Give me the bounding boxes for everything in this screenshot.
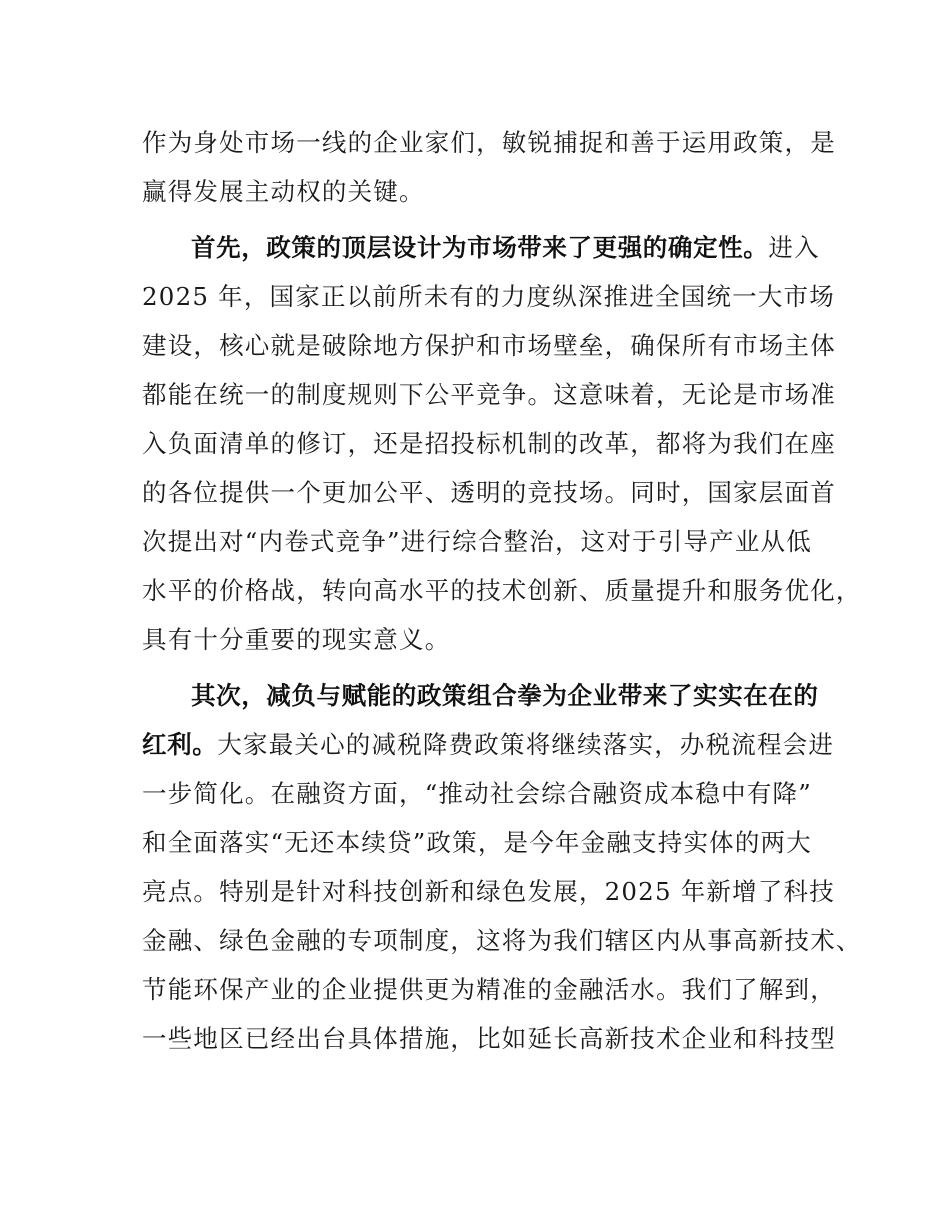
- line-text: 水平的价格战，转向高水平的技术创新、质量提升和服务优化，: [142, 576, 862, 605]
- text-line: [142, 321, 836, 370]
- line-text: 具有十分重要的现实意义。: [142, 625, 451, 654]
- line-text: 和全面落实“无还本续贷”政策，是今年金融支持实体的两大: [142, 828, 812, 857]
- bold-heading-text: 其次，减负与赋能的政策组合拳为企业带来了实实在在的: [191, 681, 819, 710]
- line-text: 一步简化。在融资方面，“推动社会综合融资成本稳中有降”: [142, 779, 812, 808]
- document-body: [142, 118, 862, 1063]
- line-text: 作为身处市场一线的企业家们，敏锐捕捉和善于运用政策，是: [142, 128, 836, 157]
- line-text: 节能环保产业的企业提供更为精准的金融活水。我们了解到，: [142, 975, 836, 1004]
- text-line: [142, 517, 832, 566]
- text-line: [142, 965, 836, 1014]
- paragraph-first-point: [142, 223, 862, 664]
- paragraph-second-point: [142, 671, 862, 1063]
- line-text: 2025 年，国家正以前所未有的力度纵深推进全国统一大市场: [142, 282, 835, 311]
- line-text: 金融、绿色金融的专项制度，这将为我们辖区内从事高新技术、: [142, 926, 862, 955]
- text-line: [142, 818, 832, 867]
- line-text: 大家最关心的减税降费政策将继续落实，办税流程会进: [217, 730, 835, 759]
- text-line: [142, 1014, 836, 1063]
- text-line: [142, 916, 862, 965]
- line-text: 一些地区已经出台具体措施，比如延长高新技术企业和科技型: [142, 1024, 836, 1053]
- text-line: [142, 468, 836, 517]
- text-line: [142, 867, 835, 916]
- text-line: [142, 167, 832, 216]
- line-text: 次提出对“内卷式竞争”进行综合整治，这对于引导产业从低: [142, 527, 812, 556]
- line-text: 进入: [768, 233, 820, 262]
- text-line: [142, 769, 832, 818]
- line-text: 建设，核心就是破除地方保护和市场壁垒，确保所有市场主体: [142, 331, 836, 360]
- text-line: [142, 118, 836, 167]
- text-line: [142, 419, 836, 468]
- line-text: 都能在统一的制度规则下公平竞争。这意味着，无论是市场准: [142, 380, 836, 409]
- text-line: [142, 223, 832, 272]
- text-line: [142, 370, 836, 419]
- text-line: [142, 671, 832, 720]
- text-line: [142, 720, 835, 769]
- line-text: 入负面清单的修订，还是招投标机制的改革，都将为我们在座: [142, 429, 836, 458]
- line-text: 赢得发展主动权的关键。: [142, 177, 425, 206]
- paragraph-intro: [142, 118, 836, 216]
- text-line: [142, 615, 832, 664]
- bold-heading-text: 红利。: [142, 730, 218, 759]
- text-line: [142, 272, 835, 321]
- text-line: [142, 566, 862, 615]
- line-text: 亮点。特别是针对科技创新和绿色发展，2025 年新增了科技: [142, 877, 835, 906]
- bold-heading-text: 首先，政策的顶层设计为市场带来了更强的确定性。: [191, 233, 769, 262]
- line-text: 的各位提供一个更加公平、透明的竞技场。同时，国家层面首: [142, 478, 836, 507]
